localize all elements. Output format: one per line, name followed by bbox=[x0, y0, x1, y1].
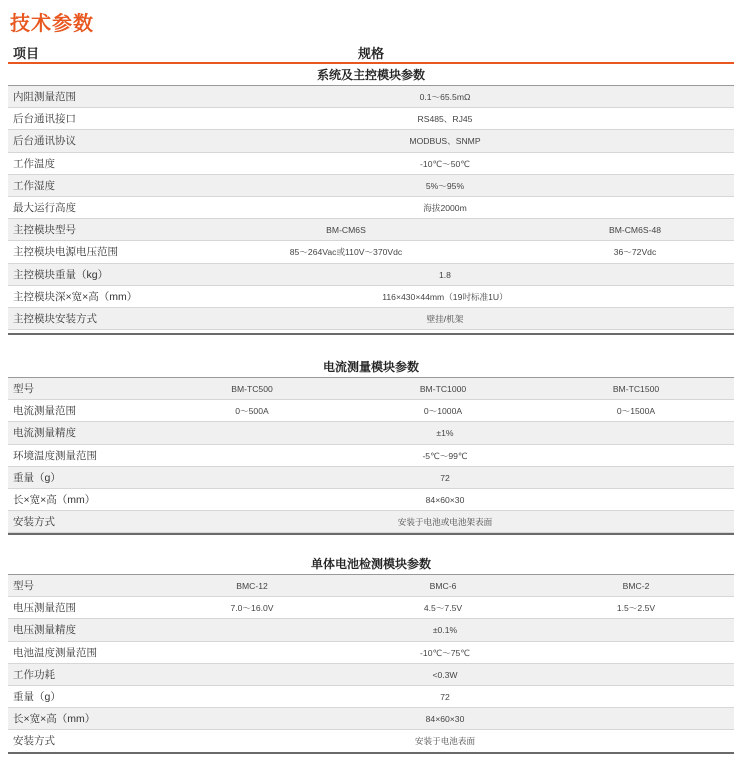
row-value: BM-CM6S-48 bbox=[608, 225, 662, 236]
row-label: 电压测量精度 bbox=[13, 624, 76, 637]
row-label: 主控模块安装方式 bbox=[13, 312, 97, 325]
row-label: 重量（g） bbox=[13, 690, 61, 703]
table-row bbox=[8, 730, 734, 752]
row-value: 壁挂/机架 bbox=[426, 313, 464, 324]
section-divider bbox=[8, 533, 734, 535]
row-value: 安装于电池或电池架表面 bbox=[397, 517, 493, 528]
table-row bbox=[8, 197, 734, 219]
row-value: BMC-6 bbox=[429, 581, 457, 591]
table-row bbox=[8, 286, 734, 308]
row-value: 85～264Vac或110V～370Vdc bbox=[289, 247, 403, 258]
table-row bbox=[8, 175, 734, 197]
row-label: 工作湿度 bbox=[13, 179, 55, 192]
row-value: 84×60×30 bbox=[425, 494, 465, 505]
row-label: 内阻测量范围 bbox=[13, 91, 76, 103]
table-row bbox=[8, 422, 734, 444]
row-label: 最大运行高度 bbox=[13, 201, 76, 214]
row-value: RS485、RJ45 bbox=[417, 114, 473, 125]
row-value: 海拔2000m bbox=[423, 202, 467, 213]
row-label: 主控模块深×宽×高（mm） bbox=[13, 290, 138, 303]
row-value: 84×60×30 bbox=[425, 714, 465, 725]
table-row bbox=[8, 86, 734, 108]
row-value: 0～1000A bbox=[423, 406, 463, 417]
row-label: 安装方式 bbox=[13, 735, 55, 748]
table-row bbox=[8, 467, 734, 489]
table-row bbox=[8, 108, 734, 130]
section-divider bbox=[8, 333, 734, 335]
row-label: 型号 bbox=[13, 383, 34, 395]
row-value: 4.5～7.5V bbox=[423, 603, 463, 614]
table-row bbox=[8, 619, 734, 641]
row-value: <0.3W bbox=[432, 669, 458, 680]
row-label: 长×宽×高（mm） bbox=[13, 493, 96, 506]
row-label: 电压测量范围 bbox=[13, 602, 76, 615]
row-value: ±0.1% bbox=[432, 625, 458, 636]
row-label: 重量（g） bbox=[13, 471, 61, 484]
row-value: MODBUS、SNMP bbox=[409, 136, 481, 147]
row-label: 工作功耗 bbox=[13, 668, 55, 681]
table-row bbox=[8, 575, 734, 597]
table-row bbox=[8, 153, 734, 175]
row-value: 1.8 bbox=[439, 269, 451, 280]
row-value: 5%～95% bbox=[425, 180, 465, 191]
row-label: 长×宽×高（mm） bbox=[13, 713, 96, 726]
row-value: 7.0～16.0V bbox=[230, 603, 274, 614]
row-value: -5℃～99℃ bbox=[422, 450, 468, 461]
row-value: BM-TC1500 bbox=[612, 384, 660, 394]
header-item-column: 项目 bbox=[13, 46, 40, 61]
row-value: BM-TC1000 bbox=[419, 384, 467, 394]
row-label: 电池温度测量范围 bbox=[13, 646, 97, 659]
table-row bbox=[8, 400, 734, 422]
row-value: 72 bbox=[440, 472, 450, 483]
section-current-module bbox=[8, 356, 734, 533]
table-row bbox=[8, 445, 734, 467]
table-row bbox=[8, 597, 734, 619]
table-row bbox=[8, 241, 734, 263]
row-label: 主控模块电源电压范围 bbox=[13, 246, 118, 259]
row-label: 型号 bbox=[13, 580, 34, 592]
row-value: 0～1500A bbox=[616, 406, 656, 417]
section-title: 单体电池检测模块参数 bbox=[8, 553, 734, 575]
row-value: 1.5～2.5V bbox=[616, 603, 656, 614]
row-label: 电流测量精度 bbox=[13, 427, 76, 440]
row-label: 主控模块型号 bbox=[13, 224, 76, 237]
table-row bbox=[8, 130, 734, 152]
table-header bbox=[8, 42, 734, 63]
row-value: BM-CM6S bbox=[326, 225, 366, 236]
row-value: 安装于电池表面 bbox=[414, 736, 476, 747]
header-spec-column: 规格 bbox=[357, 46, 384, 61]
row-value: BM-TC500 bbox=[231, 384, 273, 394]
row-value: 72 bbox=[440, 691, 450, 702]
table-row bbox=[8, 219, 734, 241]
table-row bbox=[8, 378, 734, 400]
row-value: 0～500A bbox=[235, 406, 269, 417]
section-title: 电流测量模块参数 bbox=[8, 356, 734, 378]
table-row bbox=[8, 708, 734, 730]
row-label: 工作温度 bbox=[13, 157, 55, 170]
table-row bbox=[8, 489, 734, 511]
row-value: 36～72Vdc bbox=[613, 247, 657, 258]
section-system-main-control bbox=[8, 64, 734, 330]
row-value: BMC-2 bbox=[622, 581, 650, 591]
row-value: 116×430×44mm（19吋标准1U） bbox=[382, 291, 508, 302]
table-row bbox=[8, 686, 734, 708]
row-value: -10℃～50℃ bbox=[420, 158, 470, 169]
page-title: 技术参数 bbox=[10, 13, 94, 35]
row-value: ±1% bbox=[436, 428, 454, 439]
table-row bbox=[8, 264, 734, 286]
row-label: 后台通讯协议 bbox=[13, 135, 76, 148]
table-row bbox=[8, 511, 734, 533]
row-value: BMC-12 bbox=[236, 581, 268, 591]
row-value: -10℃～75℃ bbox=[420, 647, 470, 658]
section-cell-module bbox=[8, 553, 734, 753]
row-label: 主控模块重量（kg） bbox=[13, 268, 109, 281]
table-row bbox=[8, 642, 734, 664]
row-label: 电流测量范围 bbox=[13, 405, 76, 418]
section-divider bbox=[8, 752, 734, 754]
row-label: 安装方式 bbox=[13, 516, 55, 529]
row-value: 0.1～65.5mΩ bbox=[419, 92, 471, 102]
table-row bbox=[8, 308, 734, 330]
row-label: 后台通讯接口 bbox=[13, 113, 76, 126]
row-label: 环境温度测量范围 bbox=[13, 449, 97, 462]
table-row bbox=[8, 664, 734, 686]
section-title: 系统及主控模块参数 bbox=[8, 64, 734, 86]
